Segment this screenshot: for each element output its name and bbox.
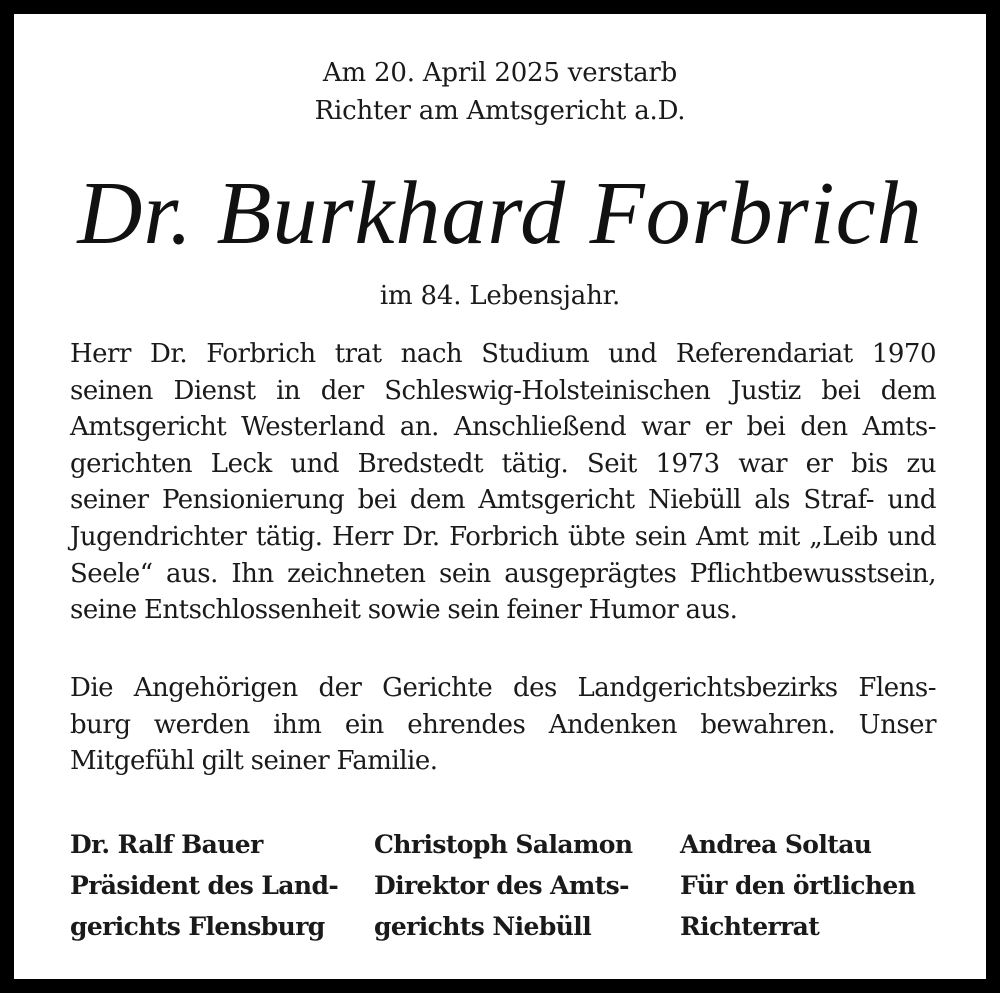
signer-role: gerichts Niebüll: [374, 912, 592, 941]
paragraph-condolence: [70, 670, 936, 780]
age-line: im 84. Lebensjahr.: [379, 281, 621, 311]
signer-role: gerichts Flensburg: [70, 912, 325, 941]
intro-line-1: Am 20. April 2025 verstarb: [322, 58, 678, 88]
paragraph-line: Herr Dr. Forbrich trat nach Studium und Referendariat 1970: [70, 339, 936, 369]
signer-role: Richterrat: [680, 912, 820, 941]
paragraph-line: Die Angehörigen der Gerichte des Landgerichtsbezirks Flens-: [70, 673, 936, 703]
signer-name: Christoph Salamon: [374, 830, 633, 859]
paragraph-line: seiner Pensionierung bei dem Amtsgericht Niebüll als Straf- und: [70, 485, 936, 516]
signer-role: Für den örtlichen: [680, 871, 916, 900]
signer-christoph-salamon: [374, 824, 632, 947]
deceased-name: Dr. Burkhard Forbrich: [77, 164, 923, 263]
signer-ralf-bauer: [70, 824, 338, 947]
signer-name: Dr. Ralf Bauer: [70, 830, 263, 859]
paragraph-line: Mitgefühl gilt seiner Familie.: [70, 746, 438, 777]
signer-role: Präsident des Land-: [70, 871, 339, 900]
paragraph-line: seine Entschlossenheit sowie sein feiner Humor aus.: [70, 595, 738, 626]
paragraph-line: seinen Dienst in der Schleswig-Holsteinischen Justiz bei dem: [70, 375, 936, 406]
signer-andrea-soltau: [680, 824, 915, 947]
signer-role: Direktor des Amts-: [374, 871, 629, 900]
paragraph-line: burg werden ihm ein ehrendes Andenken bewahren. Unser: [70, 709, 936, 740]
paragraph-line: gerichten Leck und Bredstedt tätig. Seit 1973 war er bis zu: [70, 448, 936, 479]
intro-line-2: Richter am Amtsgericht a.D.: [314, 96, 686, 126]
paragraph-line: Amtsgericht Westerland an. Anschließend war er bei den Amts-: [70, 412, 936, 443]
paragraph-biography: [70, 336, 936, 629]
paragraph-line: Jugendrichter tätig. Herr Dr. Forbrich übte sein Amt mit „Leib und: [70, 521, 936, 552]
paragraph-line: Seele“ aus. Ihn zeichneten sein ausgeprägtes Pflichtbewusstsein,: [70, 558, 936, 589]
signer-name: Andrea Soltau: [680, 830, 872, 859]
